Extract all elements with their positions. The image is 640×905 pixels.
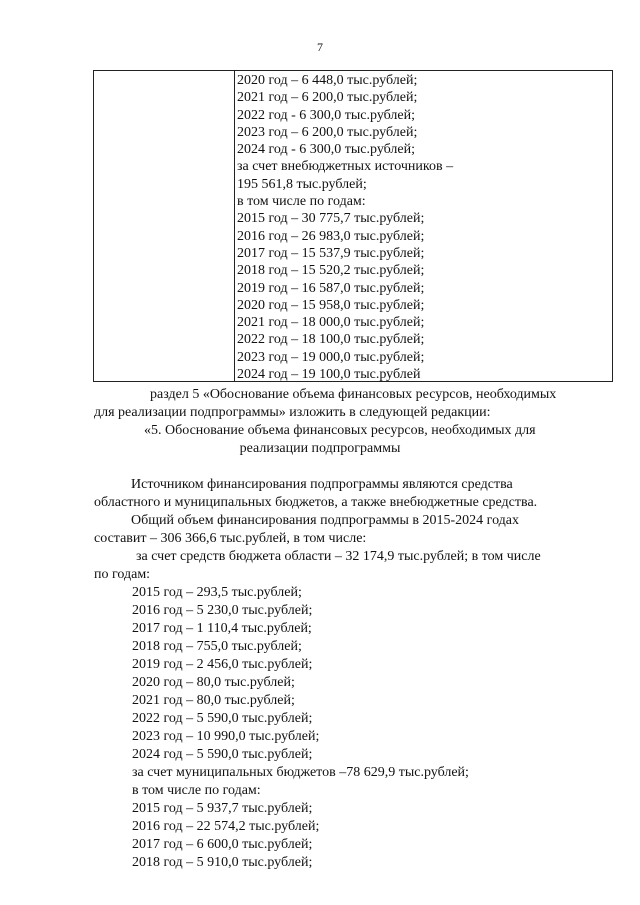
year-line: 2022 год – 5 590,0 тыс.рублей; bbox=[132, 711, 313, 726]
paragraph-line: Источником финансирования подпрограммы являются средства bbox=[131, 477, 513, 492]
section-intro-line: раздел 5 «Обоснование объема финансовых ресурсов, необходимых bbox=[150, 387, 557, 402]
year-line: 2017 год – 6 600,0 тыс.рублей; bbox=[132, 837, 313, 852]
paragraph-line: за счет средств бюджета области – 32 174,9 тыс.рублей; в том числе bbox=[136, 549, 541, 564]
year-line: 2024 год – 5 590,0 тыс.рублей; bbox=[132, 747, 313, 762]
year-line: 2021 год – 80,0 тыс.рублей; bbox=[132, 693, 295, 708]
table-line: 2020 год – 15 958,0 тыс.рублей; bbox=[237, 297, 425, 313]
section-intro-line: для реализации подпрограммы» изложить в следующей редакции: bbox=[94, 405, 491, 420]
table-line: за счет внебюджетных источников – bbox=[237, 159, 454, 175]
paragraph-line: по годам: bbox=[94, 567, 151, 582]
table-line: 2018 год – 15 520,2 тыс.рублей; bbox=[237, 263, 425, 279]
table-line: 2020 год – 6 448,0 тыс.рублей; bbox=[237, 73, 418, 88]
table-line: 2022 год - 6 300,0 тыс.рублей; bbox=[237, 107, 416, 123]
table-line: 2019 год – 16 587,0 тыс.рублей; bbox=[237, 280, 425, 296]
page-number: 7 bbox=[317, 40, 323, 54]
paragraph-line: областного и муниципальных бюджетов, а также внебюджетные средства. bbox=[94, 495, 538, 510]
table-line: 2017 год – 15 537,9 тыс.рублей; bbox=[237, 245, 425, 261]
table-line: 2021 год – 18 000,0 тыс.рублей; bbox=[237, 315, 425, 331]
year-line: 2019 год – 2 456,0 тыс.рублей; bbox=[132, 657, 313, 672]
table-line: 195 561,8 тыс.рублей; bbox=[237, 176, 367, 192]
year-line: 2018 год – 5 910,0 тыс.рублей; bbox=[132, 855, 313, 870]
funding-table-values bbox=[237, 72, 453, 383]
table-line: в том числе по годам: bbox=[237, 194, 366, 210]
year-line: 2023 год – 10 990,0 тыс.рублей; bbox=[132, 729, 320, 744]
section-heading-line: «5. Обоснование объема финансовых ресурсов, необходимых для bbox=[144, 423, 536, 438]
year-line: 2015 год – 293,5 тыс.рублей; bbox=[132, 585, 302, 600]
year-line: 2017 год – 1 110,4 тыс.рублей; bbox=[132, 621, 312, 636]
year-line: 2016 год – 5 230,0 тыс.рублей; bbox=[132, 603, 313, 618]
paragraph-line: Общий объем финансирования подпрограммы в 2015-2024 годах bbox=[131, 513, 520, 528]
year-line: 2015 год – 5 937,7 тыс.рублей; bbox=[132, 801, 313, 816]
table-line: 2016 год – 26 983,0 тыс.рублей; bbox=[237, 228, 425, 244]
table-line: 2023 год – 19 000,0 тыс.рублей; bbox=[237, 349, 425, 365]
paragraph-line: составит – 306 366,6 тыс.рублей, в том числе: bbox=[94, 531, 367, 546]
paragraph-line: в том числе по годам: bbox=[132, 783, 261, 798]
table-line: 2021 год – 6 200,0 тыс.рублей; bbox=[237, 90, 418, 106]
year-line: 2020 год – 80,0 тыс.рублей; bbox=[132, 675, 295, 690]
section-heading-line: реализации подпрограммы bbox=[239, 441, 401, 456]
paragraph-line: за счет муниципальных бюджетов –78 629,9 тыс.рублей; bbox=[132, 765, 469, 780]
table-line: 2022 год – 18 100,0 тыс.рублей; bbox=[237, 332, 425, 348]
year-line: 2016 год – 22 574,2 тыс.рублей; bbox=[132, 819, 320, 834]
table-column-divider bbox=[234, 71, 235, 381]
table-line: 2024 год - 6 300,0 тыс.рублей; bbox=[237, 142, 416, 158]
table-line: 2015 год – 30 775,7 тыс.рублей; bbox=[237, 211, 425, 227]
year-line: 2018 год – 755,0 тыс.рублей; bbox=[132, 639, 302, 654]
table-line: 2024 год – 19 100,0 тыс.рублей bbox=[237, 367, 421, 383]
table-line: 2023 год – 6 200,0 тыс.рублей; bbox=[237, 124, 418, 140]
